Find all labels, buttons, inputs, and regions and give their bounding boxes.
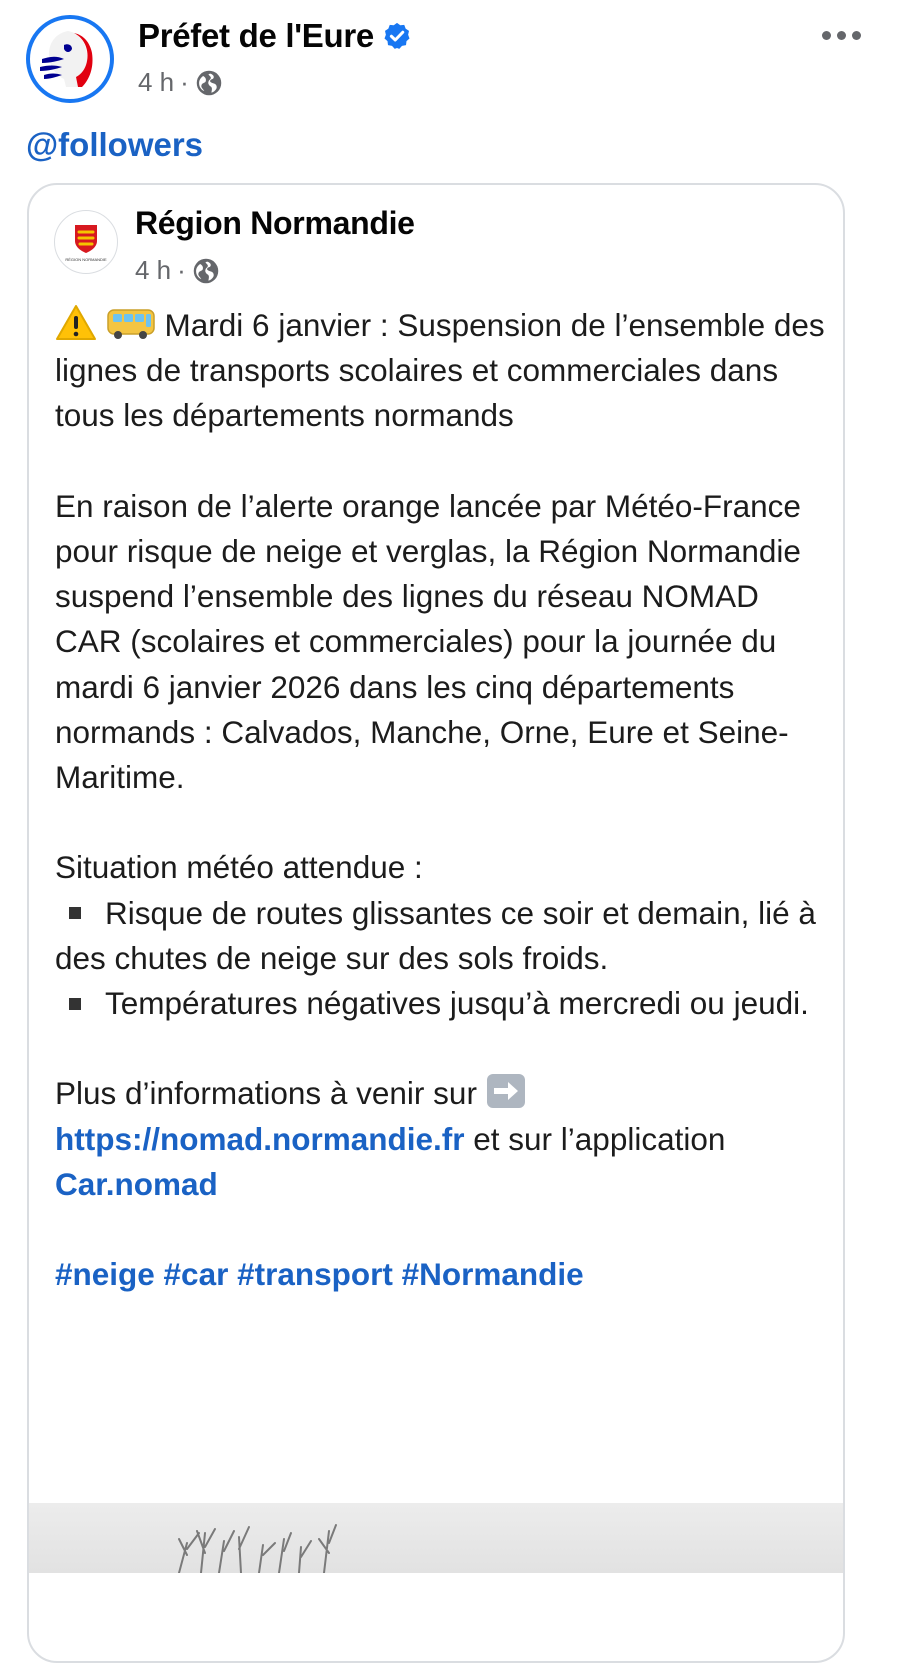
region-logo-text: RÉGION NORMANDIE — [65, 257, 107, 262]
post-image-preview[interactable] — [29, 1503, 845, 1573]
link-connector-text: et sur l’application — [464, 1120, 726, 1157]
more-options-icon[interactable] — [818, 25, 864, 45]
page-name[interactable] — [138, 17, 412, 55]
meta-separator: · — [177, 255, 186, 285]
weather-title: Situation météo attendue : — [55, 849, 423, 886]
more-dot — [852, 31, 861, 40]
prefet-avatar[interactable] — [26, 15, 114, 103]
spacer — [55, 1207, 825, 1252]
shared-post-card[interactable] — [27, 183, 845, 1663]
public-globe-icon — [192, 257, 220, 285]
nomad-website-link[interactable]: https://nomad.normandie.fr — [55, 1120, 465, 1157]
post-header — [26, 15, 876, 107]
post-body — [55, 303, 825, 1297]
headline — [55, 303, 825, 439]
headline-text: Mardi 6 janvier : Suspension de l’ensemble des lignes de transports scolaires et commerciales dans tous les départements normands — [55, 307, 825, 434]
shared-post-time[interactable]: 4 h — [135, 255, 172, 285]
snowy-branches-image — [29, 1503, 845, 1573]
black-square-bullet-icon — [69, 907, 81, 919]
verified-badge-icon — [382, 21, 412, 51]
post-meta — [138, 67, 223, 98]
followers-mention[interactable]: @followers — [26, 126, 204, 163]
spacer — [55, 439, 825, 484]
warning-emoji-icon — [55, 304, 97, 342]
bullet-text: Risque de routes glissantes ce soir et demain, lié à des chutes de neige sur des sols froids. — [55, 894, 816, 976]
bullet-text: Températures négatives jusqu’à mercredi ou jeudi. — [105, 985, 809, 1022]
bus-emoji-icon — [106, 304, 156, 342]
more-dot — [822, 31, 831, 40]
more-dot — [837, 31, 846, 40]
weather-bullet — [55, 981, 825, 1026]
public-globe-icon — [195, 69, 223, 97]
region-normandie-avatar[interactable] — [54, 210, 118, 274]
spacer — [55, 1026, 825, 1071]
shared-author-name[interactable]: Région Normandie — [135, 205, 415, 241]
spacer — [55, 800, 825, 845]
page-name-text[interactable]: Préfet de l'Eure — [138, 17, 374, 54]
hashtags[interactable]: #neige #car #transport #Normandie — [55, 1256, 584, 1293]
app-link[interactable]: Car.nomad — [55, 1165, 218, 1202]
more-info-line — [55, 1071, 825, 1207]
more-info-text: Plus d’informations à venir sur — [55, 1075, 477, 1112]
shared-post-meta — [135, 255, 220, 286]
weather-bullet — [55, 891, 825, 981]
black-square-bullet-icon — [69, 998, 81, 1010]
post-time[interactable]: 4 h — [138, 67, 175, 97]
right-arrow-emoji-icon — [486, 1072, 526, 1110]
main-paragraph: En raison de l’alerte orange lancée par Météo-France pour risque de neige et verglas, la Région Normandie suspend l’ensemble des lignes du réseau NOMAD CAR (scolaires et commerciales) pour la journée du mardi 6 janvier 2026 dans les cinq départements normands : Calvados, Manche, Orne, Eure et Seine-Maritime. — [55, 487, 801, 796]
meta-separator: · — [180, 67, 189, 97]
